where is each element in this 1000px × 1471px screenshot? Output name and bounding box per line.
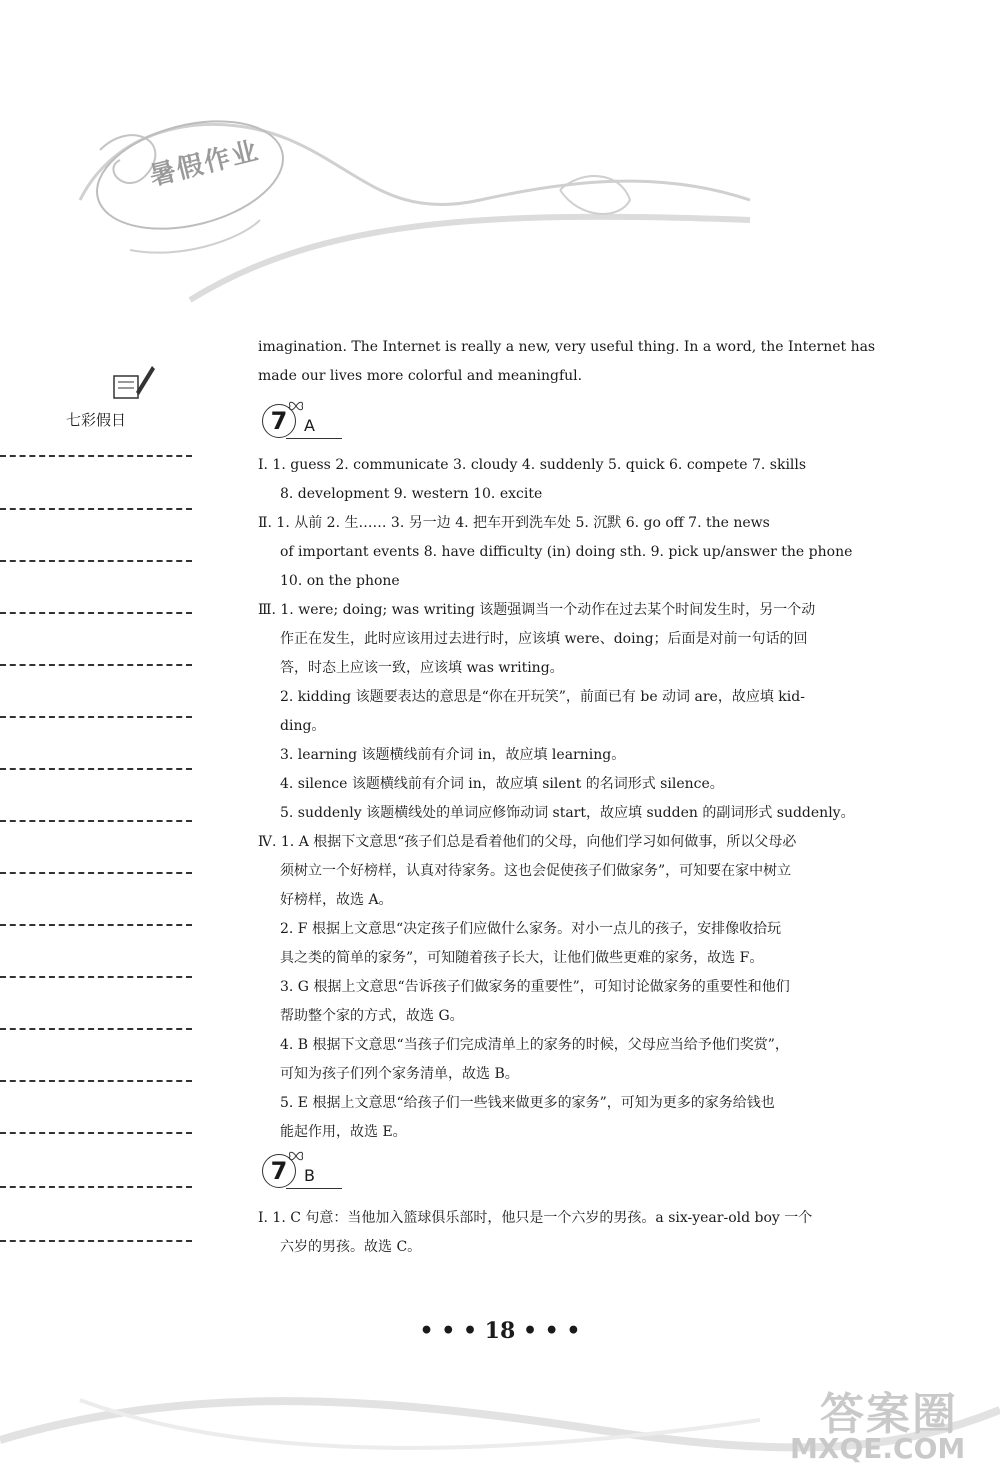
butterfly-icon [288,1150,304,1162]
answer-line: 10. on the phone [280,573,400,589]
pen-notebook-icon [112,362,156,402]
answer-line: 4. B 根据下文意思“当孩子们完成清单上的家务的时候，父母应当给予他们奖赏”， [280,1037,789,1053]
section-letter: A [304,416,315,435]
note-line [0,768,192,770]
note-line [0,560,192,562]
answer-line: 须树立一个好榜样，认真对待家务。这也会促使孩子们做家务”，可知要在家中树立 [280,863,792,879]
note-line [0,872,192,874]
note-line [0,508,192,510]
answer-line: 可知为孩子们列个家务清单，故选 B。 [280,1066,519,1082]
section-7a-answers [258,451,898,1147]
note-line [0,664,192,666]
answer-line: 六岁的男孩。故选 C。 [280,1239,422,1255]
intro-paragraph [258,333,898,391]
header-decoration [60,80,760,320]
answer-line: 2. kidding 该题要表达的意思是“你在开玩笑”，前面已有 be 动词 are，故应填 kid- [280,689,805,705]
page-number: • • • 18 • • • [419,1318,581,1344]
note-line [0,1186,192,1188]
answer-line: 好榜样，故选 A。 [280,892,393,908]
section-header-7b [262,1150,332,1200]
section-underline [286,438,342,439]
answer-line: 3. learning 该题横线前有介词 in，故应填 learning。 [280,747,626,763]
answer-line: 5. suddenly 该题横线处的单词应修饰动词 start，故应填 sudden 的副词形式 suddenly。 [280,805,855,821]
answer-line: 答，时态上应该一致，应该填 was writing。 [280,660,564,676]
note-line [0,716,192,718]
note-line [0,1080,192,1082]
answer-line: 2. F 根据上文意思“决定孩子们应做什么家务。对小一点儿的孩子，安排像收拾玩 [280,921,782,937]
text-line: imagination. The Internet is really a new, very useful thing. In a word, the Internet has [258,339,876,355]
watermark-url: MXQE.COM [790,1432,966,1465]
answer-line: of important events 8. have difficulty (in) doing sth. 9. pick up/answer the phone [280,544,853,560]
note-line [0,820,192,822]
note-line [0,924,192,926]
section-7b-answers [258,1204,898,1262]
section-header-7a [262,400,332,450]
note-line [0,1028,192,1030]
note-line [0,1132,192,1134]
text-line: made our lives more colorful and meaningful. [258,368,583,384]
answer-line: 具之类的简单的家务”，可知随着孩子长大，让他们做些更难的家务，故选 F。 [280,950,764,966]
section-number: 7 [262,1154,296,1188]
answer-line: 8. development 9. western 10. excite [280,486,543,502]
watermark-logo: 答案圈 [820,1389,958,1440]
answer-line: Ⅳ. 1. A 根据下文意思“孩子们总是看着他们的父母，向他们学习如何做事，所以父母必 [258,834,797,850]
answer-line: ding。 [280,718,326,734]
note-line [0,976,192,978]
answer-line: 5. E 根据上文意思“给孩子们一些钱来做更多的家务”，可知为更多的家务给钱也 [280,1095,775,1111]
note-line [0,612,192,614]
answer-line: 3. G 根据上文意思“告诉孩子们做家务的重要性”，可知讨论做家务的重要性和他们 [280,979,790,995]
answer-line: Ⅰ. 1. guess 2. communicate 3. cloudy 4. suddenly 5. quick 6. compete 7. skills [258,457,807,473]
header-title: 暑假作业 [146,135,263,193]
section-number: 7 [262,404,296,438]
answer-line: 能起作用，故选 E。 [280,1124,407,1140]
answer-line: Ⅱ. 1. 从前 2. 生…… 3. 另一边 4. 把车开到洗车处 5. 沉默 6. go off 7. the news [258,515,770,531]
note-line [0,455,192,457]
answer-line: 帮助整个家的方式，故选 G。 [280,1008,464,1024]
answer-line: Ⅰ. 1. C 句意：当他加入篮球俱乐部时，他只是一个六岁的男孩。a six-year-old boy 一个 [258,1210,813,1226]
sidebar-title: 七彩假日 [66,411,127,429]
note-line [0,1240,192,1242]
section-underline [286,1188,342,1189]
answer-line: 4. silence 该题横线前有介词 in，故应填 silent 的名词形式 silence。 [280,776,724,792]
butterfly-icon [288,400,304,412]
answer-line: Ⅲ. 1. were; doing; was writing 该题强调当一个动作在过去某个时间发生时，另一个动 [258,602,816,618]
section-letter: B [304,1166,315,1185]
answer-line: 作正在发生，此时应该用过去进行时，应该填 were、doing；后面是对前一句话的回 [280,631,808,647]
